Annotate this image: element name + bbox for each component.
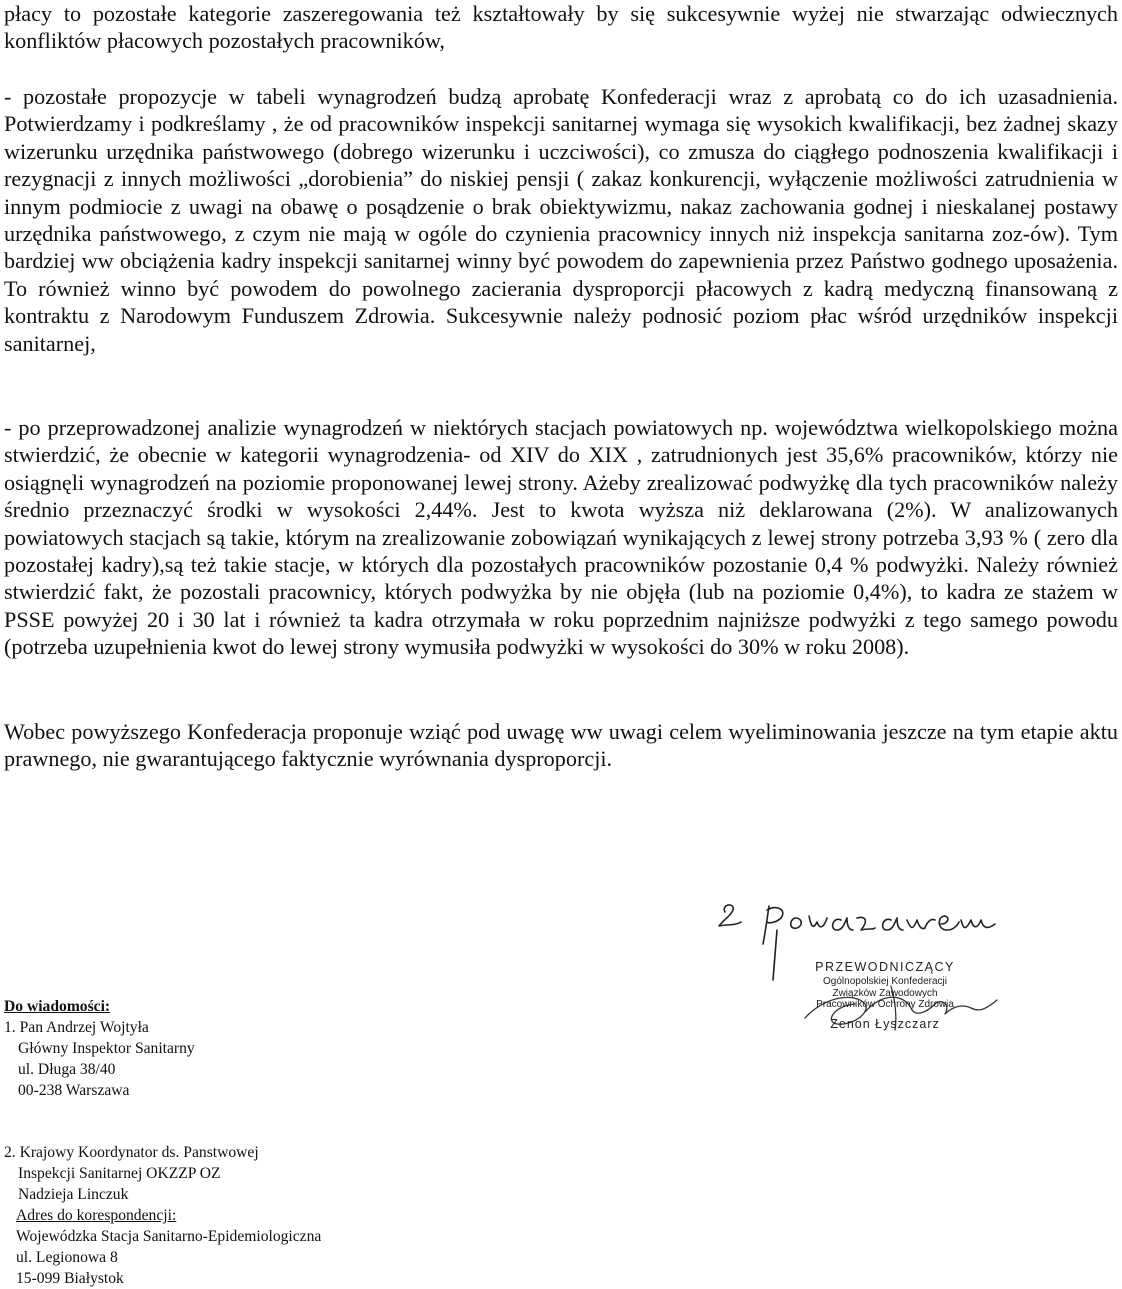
- body-paragraph-4: Wobec powyższego Konfederacja proponuje wziąć pod uwagę ww uwagi celem wyeliminowania jeszcze na tym etapie aktu prawnego, nie gwarantującego faktycznie wyrównania dysproporcji.: [4, 719, 1118, 772]
- body-paragraph-2: - pozostałe propozycje w tabeli wynagrodzeń budzą aprobatę Konfederacji wraz z aprobatą co do ich uzasadnienia. Potwierdzamy i podkreślamy , że od pracowników inspekcji sanitarnej wymaga się wysokich kwalifikacji, bez żadnej skazy wizerunku urzędnika państwowego (dobrego wizerunku i uczciwości), co zmusza do ciągłego podnoszenia kwalifikacji i rezygnacji z innych możliwości „dorobienia” do niskiej pensji ( zakaz konkurencji, wyłączenie możliwości zatrudnienia w innym podmiocie z uwagi na obawę o posądzenie o brak obiektywizmu, nakaz zachowania godnej i nieskalanej postawy urzędnika państwowego, z czym nie mają w ogóle do czynienia pracownicy innych niż inspekcja sanitarna zoz-ów). Tym bardziej ww obciążenia kadry inspekcji sanitarnej winny być powodem do zapewnienia przez Państwo godnego uposażenia. To również winno być powodem do powolnego zacierania dysproporcji płacowych z kadrą medyczną finansowaną z kontraktu z Narodowym Funduszem Zdrowia. Sukcesywnie należy podnosić poziom płac wśród urzędników inspekcji sanitarnej,: [4, 84, 1118, 356]
- stamp-line-1: Ogólnopolskiej Konfederacji: [823, 976, 947, 987]
- cc-recipient-2-street: ul. Legionowa 8: [16, 1249, 118, 1266]
- cc-recipient-1-name: 1. Pan Andrzej Wojtyła: [4, 1019, 149, 1036]
- cc-section: [4, 996, 444, 1289]
- cc-recipient-2-city: 15-099 Białystok: [16, 1270, 124, 1287]
- cc-recipient-1-street: ul. Długa 38/40: [18, 1061, 116, 1078]
- stamp-line-3: Pracowników Ochrony Zdrowia: [816, 999, 954, 1010]
- cc-heading: Do wiadomości:: [4, 998, 111, 1015]
- cc-recipient-2-name: Nadzieja Linczuk: [18, 1186, 129, 1203]
- cc-recipient-2-institution: Wojewódzka Stacja Sanitarno-Epidemiologiczna: [16, 1228, 322, 1245]
- cc-recipient-1-title: Główny Inspektor Sanitarny: [18, 1040, 195, 1057]
- cc-recipient-1-city: 00-238 Warszawa: [18, 1082, 130, 1099]
- stamp-line-2: Związków Zawodowych: [832, 987, 938, 999]
- body-paragraph-3: - po przeprowadzonej analizie wynagrodzeń w niektórych stacjach powiatowych np. województwa wielkopolskiego można stwierdzić, że obecnie w kategorii wynagrodzenia- od XIV do XIX , zatrudnionych jest 35,6% pracowników, którzy nie osiągnęli wynagrodzeń na poziomie proponowanej lewej strony. Ażeby zrealizować podwyżkę dla tych pracowników należy średnio przeznaczyć środki w wysokości 2,44%. Jest to kwota wyższa niż deklarowana (2%). W analizowanych powiatowych stacjach są takie, którym na zrealizowanie zobowiązań wynikających z lewej strony potrzeba 3,93 % ( zero dla pozostałej kadry),są też takie stacje, w których dla pozostałych pracowników pozostanie 0,4 % podwyżki. Należy również stwierdzić fakt, że pozostali pracownicy, których podwyżka by nie objęła (lub na poziomie 0,4%), to kadra ze stażem w PSSE powyżej 20 i 30 lat i również ta kadra otrzymała w roku poprzednim najniższe podwyżki z tego samego powodu (potrzeba uzupełnienia kwot do lewej strony wymusiła podwyżki w wysokości do 30% w roku 2008).: [4, 415, 1118, 660]
- cc-recipient-2-title: 2. Krajowy Koordynator ds. Panstwowej: [4, 1144, 259, 1161]
- official-stamp: [760, 960, 1010, 1031]
- stamp-title: PRZEWODNICZĄCY: [815, 960, 955, 974]
- body-paragraph-1: płacy to pozostałe kategorie zaszeregowania też kształtowały by się sukcesywnie wyżej nie stwarzając odwiecznych konfliktów płacowych pozostałych pracowników,: [4, 1, 1118, 54]
- stamp-name: Zenon Łyszczarz: [830, 1016, 940, 1031]
- cc-recipient-2-org: Inspekcji Sanitarnej OKZZP OZ: [18, 1165, 221, 1182]
- cc-address-label: Adres do korespondencji:: [16, 1207, 177, 1224]
